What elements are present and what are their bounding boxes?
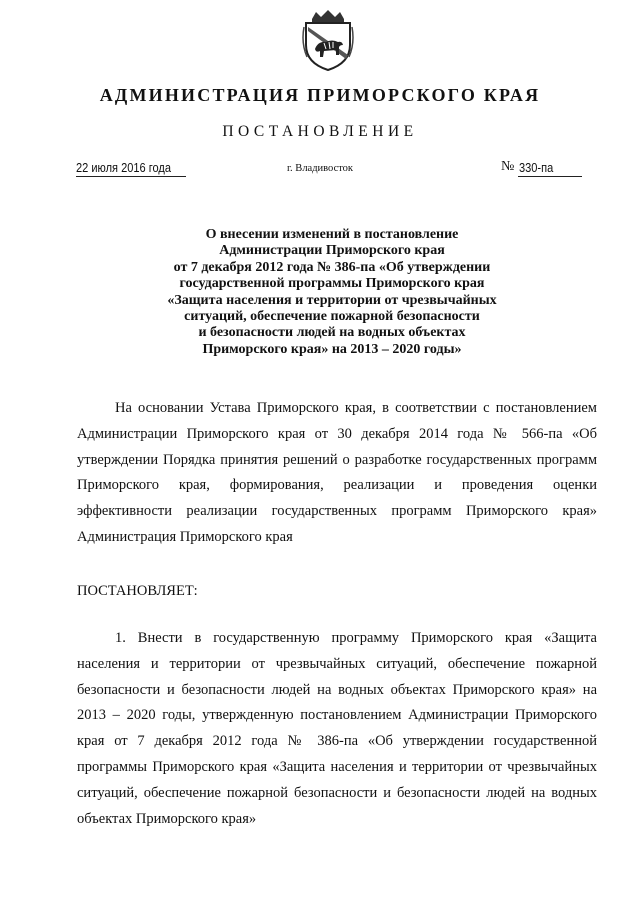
document-number: 330-па xyxy=(519,160,554,175)
number-label: № xyxy=(501,159,515,174)
title-line: и безопасности людей на водных объектах xyxy=(198,325,466,341)
title-line: ситуаций, обеспечение пожарной безопасности xyxy=(184,309,480,325)
document-date: 22 июля 2016 года xyxy=(76,160,172,175)
resolves-heading: ПОСТАНОВЛЯЕТ: xyxy=(77,583,198,599)
coat-of-arms-emblem xyxy=(302,9,354,72)
title-line: Приморского края» на 2013 – 2020 годы» xyxy=(202,341,462,357)
title-line: «Защита населения и территории от чрезвычайных xyxy=(167,292,497,308)
preamble-paragraph: На основании Устава Приморского края, в соответствии с постановлением Администрации Приморского края от 30 декабря 2014 года № 566-па «Об утверждении Порядка принятия решений о разработке государственных программ Приморского края, формирования, реализации и проведения оценки эффективности реализации государственных программ Приморского края» Администрация Приморского края xyxy=(77,400,597,545)
organization-heading: АДМИНИСТРАЦИЯ ПРИМОРСКОГО КРАЯ xyxy=(99,85,541,105)
title-line: государственной программы Приморского края xyxy=(179,276,485,292)
clause-1-paragraph: 1. Внести в государственную программу Приморского края «Защита населения и территории от чрезвычайных ситуаций, обеспечение пожарной безопасности и безопасности людей на водных объектах Приморского края» на 2013 – 2020 годы, утвержденную постановлением Администрации Приморского края от 7 декабря 2012 года № 386-па «Об утверждении государственной программы Приморского края «Защита населения и территории от чрезвычайных ситуаций, обеспечение пожарной безопасности и безопасности людей на водных объектах Приморского края» xyxy=(77,630,597,827)
title-line: от 7 декабря 2012 года № 386-па «Об утверждении xyxy=(173,259,491,275)
title-line: О внесении изменений в постановление xyxy=(205,227,459,242)
date-underline xyxy=(76,176,186,177)
number-underline xyxy=(518,176,582,177)
document-title xyxy=(120,227,544,358)
title-line: Администрации Приморского края xyxy=(219,243,445,259)
document-type-heading: ПОСТАНОВЛЕНИЕ xyxy=(222,123,418,140)
document-city: г. Владивосток xyxy=(286,163,354,174)
